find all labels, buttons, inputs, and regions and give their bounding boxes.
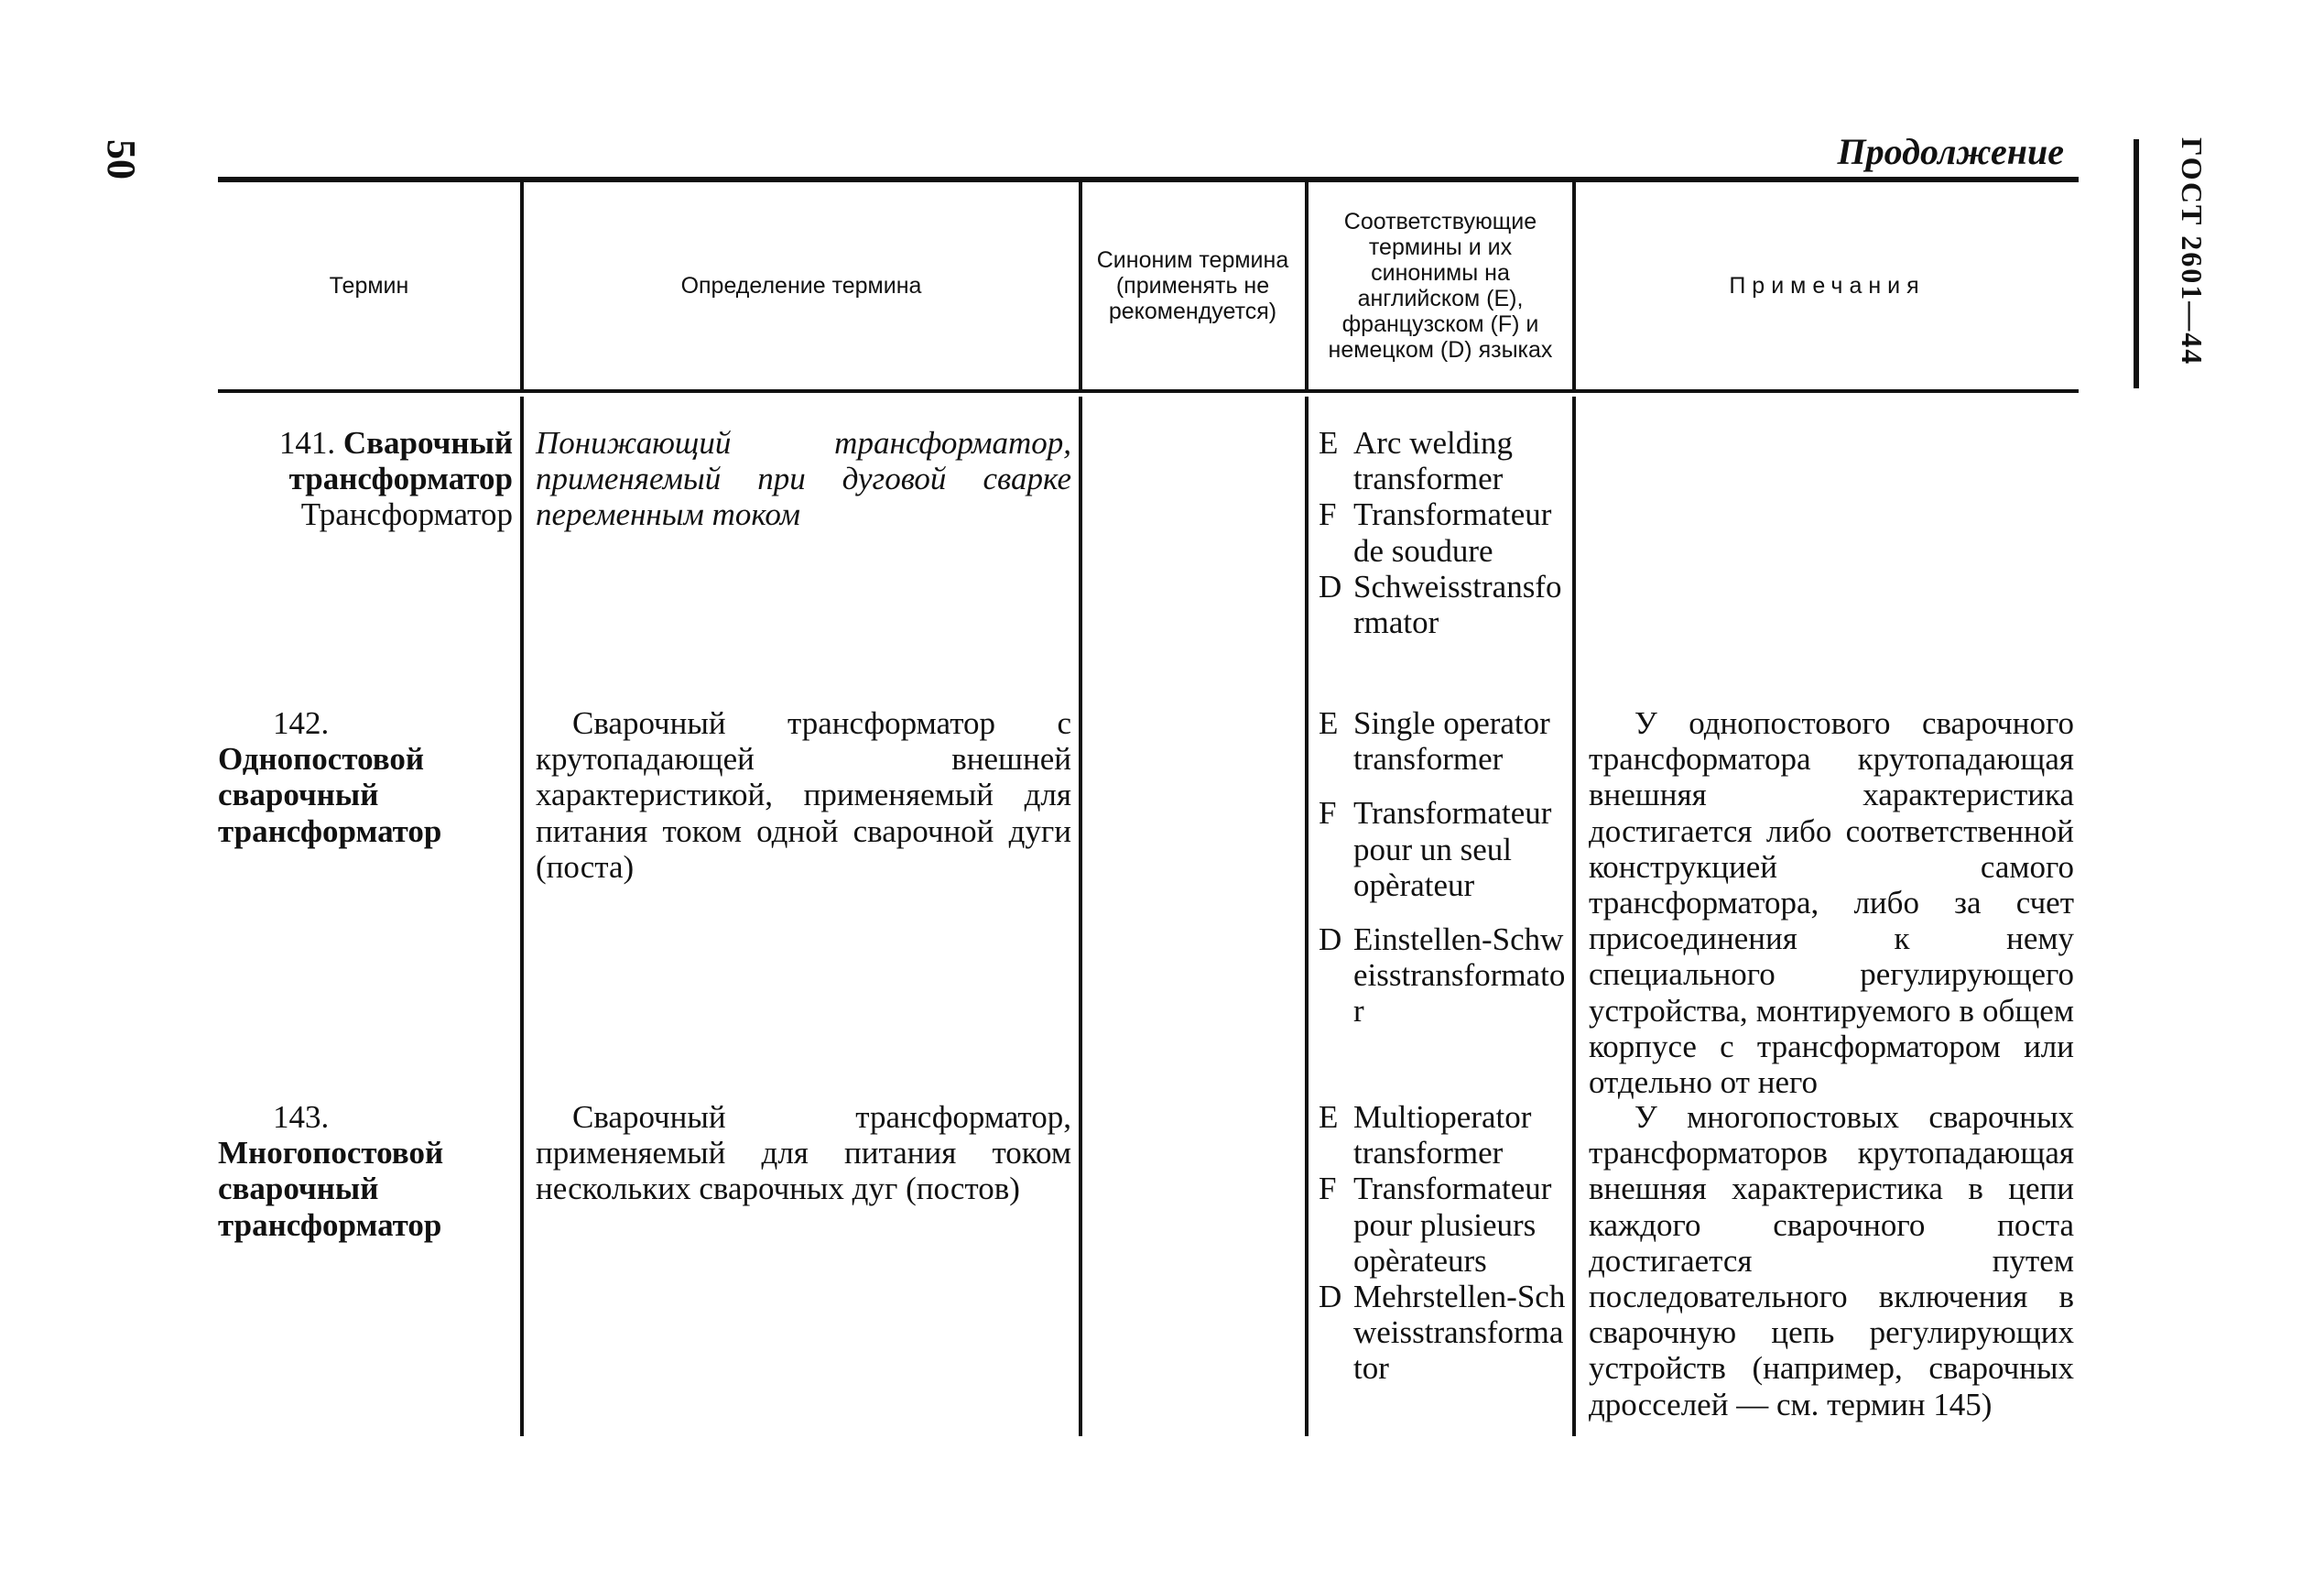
column-divider-2-body	[1079, 397, 1082, 1436]
term-number: 143.	[273, 1099, 330, 1135]
definition-cell: Понижающий трансформатор, применяемый при дуговой сварке переменным током	[536, 425, 1071, 533]
term-name: Многопостовой сварочный трансформатор	[218, 1135, 444, 1243]
definition-cell: Сварочный трансформатор с крутопадающей внешней характеристикой, применяемый для питания током одной сварочной дуги (поста)	[536, 705, 1071, 885]
term-cell	[218, 1099, 513, 1243]
header-foreign-terms: Соответствующие термины и их синонимы на английском (E), французском (F) и немецком (D) языках	[1328, 209, 1553, 363]
document-code: ГОСТ 2601—44	[2176, 137, 2209, 366]
foreign-term-german: D Mehrstellen-Schweisstransformator	[1319, 1278, 1566, 1387]
note-cell: У однопостового сварочного трансформатора крутопадающая внешняя характеристика достигается либо соответственной конструкцией самого трансформатора, либо за счет присоединения к нему специального регулирующего устройства, монтируемого в общем корпусе с трансформатором или отдельно от него	[1589, 705, 2074, 1100]
foreign-terms-cell	[1319, 1099, 1566, 1387]
column-divider-1-body	[520, 397, 524, 1436]
column-divider-3	[1305, 180, 1309, 391]
foreign-term-german: D Einstellen-Schweisstransformator	[1319, 921, 1566, 1030]
header-synonym: Синоним термина (применять не рекомендуется)	[1096, 247, 1289, 324]
term-number: 142.	[273, 705, 330, 741]
foreign-term-english: E Arc welding transformer	[1319, 425, 1513, 497]
foreign-terms-cell	[1319, 425, 1566, 640]
foreign-term-german: D Schweisstransformator	[1319, 568, 1562, 640]
header-definition: Определение термина	[680, 273, 922, 299]
term-name: Сварочный трансформатор	[288, 425, 513, 497]
foreign-term-french: F Transformateur de soudure	[1319, 496, 1552, 569]
term-cell	[218, 705, 513, 849]
term-number: 141.	[278, 425, 336, 461]
page-number: 50	[99, 139, 144, 180]
definition-cell: Сварочный трансформатор, применяемый для питания током нескольких сварочных дуг (постов)	[536, 1099, 1071, 1207]
side-rule	[2134, 139, 2139, 388]
term-cell	[218, 425, 513, 533]
column-divider-4-body	[1572, 397, 1576, 1436]
term-name: Однопостовой сварочный трансформатор	[218, 741, 442, 849]
foreign-term-french: F Transformateur pour un seul opèrateur	[1319, 795, 1552, 903]
column-divider-2	[1079, 180, 1082, 391]
foreign-term-english: E Multioperator transformer	[1319, 1099, 1532, 1171]
header-bottom-rule	[218, 389, 2079, 393]
note-cell: У многопостовых сварочных трансформаторов крутопадающая внешняя характеристика в цепи каждого сварочного поста достигается путем последовательного включения в сварочную цепь регулирующих устройств (например, сварочных дросселей — см. термин 145)	[1589, 1099, 2074, 1422]
column-divider-3-body	[1305, 397, 1309, 1436]
foreign-term-french: F Transformateur pour plusieurs opèrateurs	[1319, 1171, 1552, 1279]
foreign-term-english: E Single operator transformer	[1319, 705, 1550, 778]
foreign-terms-cell	[1319, 705, 1566, 1030]
continuation-label: Продолжение	[1837, 131, 2064, 172]
header-notes: Примечания	[1729, 273, 1926, 299]
header-term: Термин	[329, 273, 409, 299]
term-short-form: Трансформатор	[300, 496, 513, 533]
